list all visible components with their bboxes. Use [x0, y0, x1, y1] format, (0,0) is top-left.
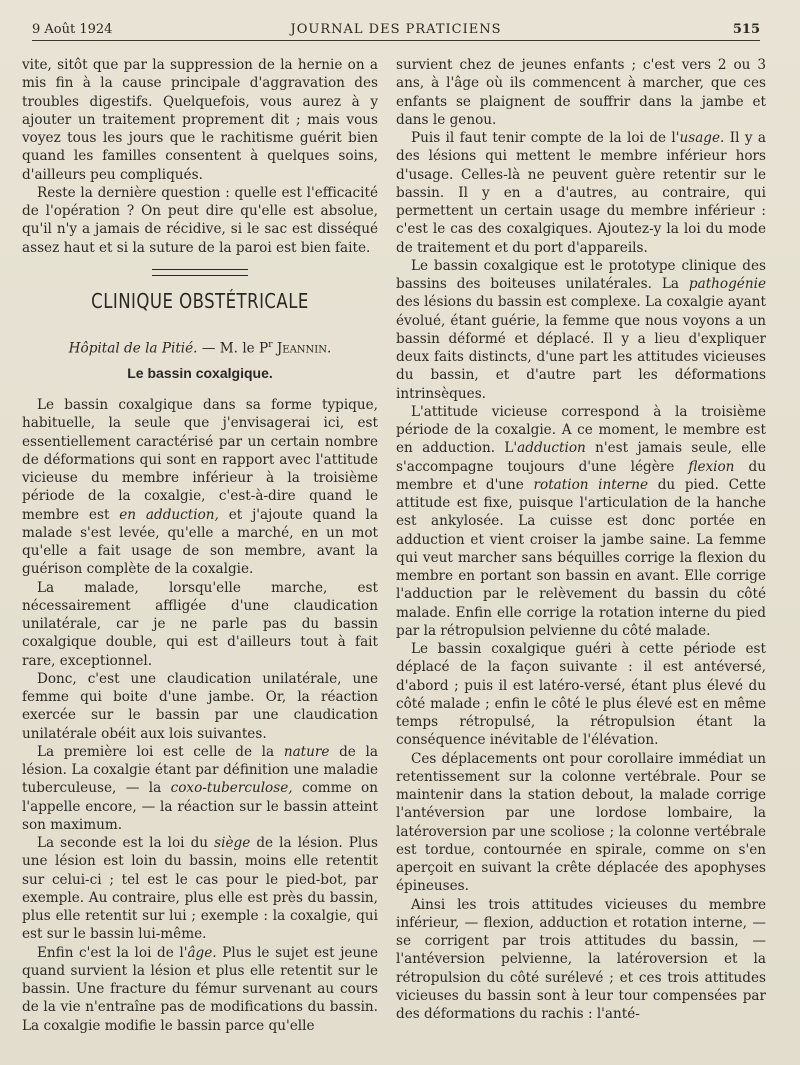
title-superscript: r — [268, 340, 273, 350]
byline-prefix: — M. le P — [197, 340, 269, 357]
paragraph: Le bassin coxalgique est le prototype clinique des bassins des boiteuses unilatérales. La pathogénie des lésions du bassin est complexe. La coxalgie ayant évolué, étant guérie, la femme que nous voyons a un bassin déformé et déplacé. Il y a lieu d'expliquer deux faits distincts, d'une part les attitudes vicieuses du bassin, et d'autre part les déformations intrinsèques. — [396, 257, 766, 402]
paragraph: La seconde est la loi du siège de la lésion. Plus une lésion est loin du bassin, moins elle retentit sur celui-ci ; tel est le cas pour le pied-bot, par exemple. Au contraire, plus elle est près du bassin, plus elle retentit sur lui ; exemple : la coxalgie, qui est sur le bassin lui-même. — [22, 835, 378, 943]
paragraph: L'attitude vicieuse correspond à la troisième période de la coxalgie. A ce moment, le membre est en adduction. L'adduction n'est jamais seule, elle s'accompagne toujours d'une légère flexion du membre et d'une rotation interne du pied. Cette attitude est fixe, puisque l'articulation de la hanche est ankylosée. La cuisse est donc portée en adduction et vient croiser la jambe saine. La femme qui veut marcher sans béquilles corrige la flexion du membre en portant son bassin en avant. Elle corrige l'adduction par le relèvement du bassin du côté malade. Enfin elle corrige la rotation interne du pied par la rétropulsion pelvienne du côté malade. — [396, 403, 767, 639]
byline — [22, 336, 378, 358]
paragraph: Le bassin coxalgique guéri à cette période est déplacé de la façon suivante : il est antéversé, d'abord ; puis il est latéro-versé, étant plus élevé du côté malade ; enfin le côté le plus élevé est en même temps rétropulsé, la rétropulsion étant la conséquence inévitable de l'élévation. — [396, 641, 766, 749]
paragraph: La première loi est celle de la nature de la lésion. La coxalgie étant par définition une maladie tuberculeuse, — la coxo-tuberculose, comme on l'appelle encore, — la réaction sur le bassin atteint son maximum. — [22, 743, 378, 833]
paragraph: Le bassin coxalgique dans sa forme typique, habituelle, la seule que j'envisagerai ici, est essentiellement caractérisé par un certain nombre de déformations qui sont en rapport avec l'attitude vicieuse du membre inférieur à la troisième période de la coxalgie, c'est-à-dire quand le membre est en adduction, et j'ajoute quand la malade s'est levée, qu'elle a marché, en un mot qu'elle a fait usage de son membre, avant la guérison complète de la coxalgie. — [22, 397, 378, 578]
hospital-name: Hôpital de la Pitié. — [68, 340, 198, 357]
issue-date: 9 Août 1924 — [32, 22, 113, 37]
paragraph: Donc, c'est une claudication unilatérale, une femme qui boite d'une jambe. Or, la réaction exercée sur le bassin par une claudication unilatérale obéit aux lois suivantes. — [22, 670, 378, 742]
paragraph: vite, sitôt que par la suppression de la hernie on a mis fin à la cause principale d'aggravation des troubles digestifs. Quelquefois, vous aurez à y ajouter un traitement proprement dit ; mais vous voyez tous les jours que le rachitisme guérit bien quand les familles consentent à quelques soins, d'ailleurs peu compliqués. — [22, 57, 378, 183]
paragraph: Ainsi les trois attitudes vicieuses du membre inférieur, — flexion, adduction et rotation interne, — se corrigent par trois attitudes du bassin, — l'antéversion pelvienne, la latéroversion et la rétropulsion du côté surélevé ; et ces trois attitudes vicieuses du bassin sont à leur tour compensées par des déformations du rachis : l'anté- — [396, 896, 766, 1022]
page-number: 515 — [732, 22, 760, 37]
paragraph: Reste la dernière question : quelle est l'efficacité de l'opération ? On peut dire qu'elle est absolue, qu'il n'y a jamais de récidive, si le sac est disséqué assez haut et si la suture de la paroi est bien faite. — [22, 184, 378, 256]
section-title: CLINIQUE OBSTÉTRICALE — [91, 288, 309, 313]
left-column — [22, 56, 378, 1035]
header-rule — [32, 40, 760, 41]
paragraph: Enfin c'est la loi de l'âge. Plus le sujet est jeune quand survient la lésion et plus elle retentit sur le bassin. Une fracture du fémur survenant au cours de la vie n'entraîne pas de modifications du bassin. La coxalgie modifie le bassin parce qu'elle — [22, 944, 379, 1034]
paragraph: La malade, lorsqu'elle marche, est nécessairement affligée d'une claudication unilatérale, car je ne parle pas du bassin coxalgique double, qui est d'ailleurs tout à fait rare, exceptionnel. — [22, 579, 378, 669]
journal-title: JOURNAL DES PRATICIENS — [290, 22, 502, 37]
section-divider — [152, 269, 248, 276]
author-name: Jeannin. — [276, 340, 332, 357]
paragraph: survient chez de jeunes enfants ; c'est vers 2 ou 3 ans, à l'âge où ils commencent à marcher, que ces enfants se plaignent de souffrir dans la jambe et dans le genou. — [396, 57, 766, 128]
article-subtitle: Le bassin coxalgique. — [127, 364, 273, 381]
paragraph: Puis il faut tenir compte de la loi de l'usage. Il y a des lésions qui mettent le membre inférieur hors d'usage. Celles-là ne peuvent guère retentir sur le bassin. Il y en a d'autres, au contraire, qui permettent un certain usage du membre inférieur : c'est le cas des coxalgiques. Ajoutez-y la loi du mode de traitement et du port d'appareils. — [396, 130, 766, 256]
right-column — [396, 56, 766, 1023]
paragraph: Ces déplacements ont pour corollaire immédiat un retentissement sur la colonne vertébrale. Pour se maintenir dans la station debout, la malade corrige l'antéversion par une lordose lombaire, la latéroversion par une scoliose ; la colonne vertébrale est tordue, contournée en spirale, comme on s'en aperçoit en suivant la crête déplacée des apophyses épineuses. — [396, 750, 766, 895]
